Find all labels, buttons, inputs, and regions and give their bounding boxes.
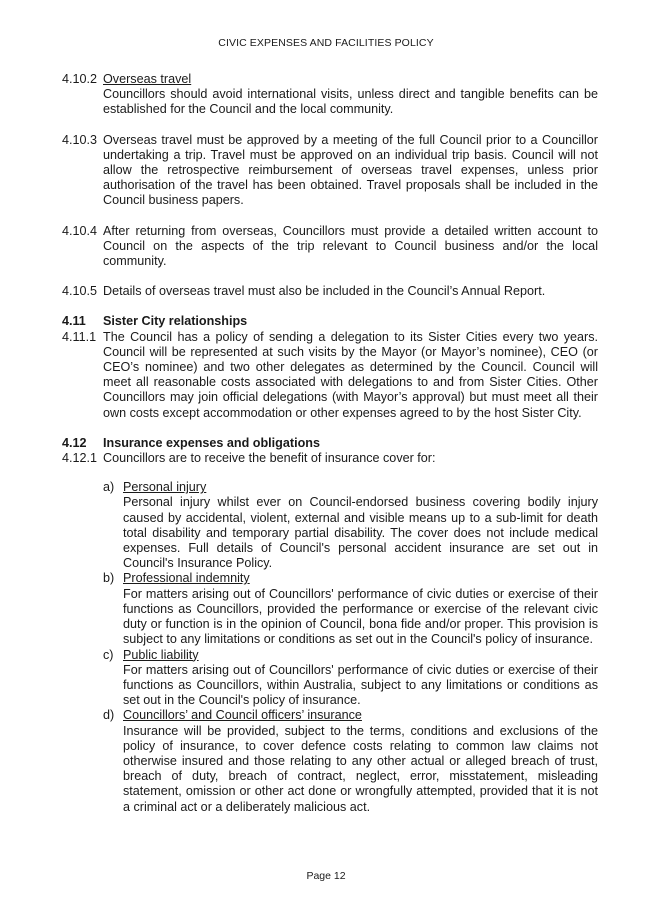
- section-heading-4-11: [62, 314, 598, 329]
- clause-number: 4.10.4: [62, 223, 98, 238]
- item-title: Councillors’ and Council officers’ insurance: [123, 708, 362, 723]
- list-item: [103, 480, 598, 571]
- clause-text: Details of overseas travel must also be included in the Council’s Annual Report.: [103, 284, 546, 299]
- item-title: Personal injury: [123, 480, 207, 495]
- section-number: 4.11: [62, 314, 86, 329]
- clause-text: After returning from overseas, Councillors must provide a detailed written account to Council on the aspects of the trip relevant to Council business and/or the local community.: [103, 223, 598, 269]
- clause-4-10-5: [62, 284, 598, 299]
- clause-text: Councillors should avoid international visits, unless direct and tangible benefits can be established for the Council and the local community.: [103, 87, 598, 117]
- item-label: d): [103, 708, 115, 723]
- section-number: 4.12: [62, 435, 87, 450]
- item-label: b): [103, 571, 115, 586]
- clause-number: 4.11.1: [62, 329, 97, 344]
- section-title: Insurance expenses and obligations: [103, 435, 320, 450]
- section-title: Sister City relationships: [103, 314, 248, 329]
- item-label: a): [103, 480, 115, 495]
- page-number: Page 12: [306, 870, 346, 882]
- clause-4-11-1: [62, 330, 598, 421]
- clause-4-10-3: [62, 133, 598, 209]
- item-title: Public liability: [123, 647, 199, 662]
- clause-title: Overseas travel: [103, 72, 192, 86]
- list-item: [103, 571, 598, 647]
- section-heading-4-12: [62, 436, 598, 451]
- document-body: [62, 72, 598, 815]
- list-item: [103, 648, 598, 709]
- item-label: c): [103, 647, 114, 662]
- clause-4-12-1: [62, 451, 598, 466]
- item-title: Professional indemnity: [123, 571, 250, 586]
- item-text: For matters arising out of Councillors' performance of civic duties or exercise of their functions as Councillors, within Australia, subject to any limitations or conditions as set out in the Council's policy of insurance.: [123, 662, 598, 708]
- insurance-list: [62, 480, 598, 814]
- item-text: For matters arising out of Councillors' performance of civic duties or exercise of their functions as Councillors, provided the performance or exercise of the relevant civic duty or function is in the opinion of Council, bona fide and/or proper. This provision is subject to any limitations or conditions as set out in the Council's policy of insurance.: [123, 586, 598, 647]
- clause-number: 4.10.3: [62, 132, 98, 147]
- list-item: [103, 708, 598, 814]
- clause-text: The Council has a policy of sending a delegation to its Sister Cities every two years. Council will be represented at such visits by the Mayor (or Mayor’s nominee), CEO (or CEO’s nominee) and two other delegates as determined by the Council. Council will meet all reasonable costs associated with delegations to and from Sister Cities. Other Councillors may join official delegations (with Mayor’s approval) but must meet all their own costs except accommodation or other expenses agreed to by the host Sister City.: [103, 329, 598, 420]
- clause-text: Councillors are to receive the benefit of insurance cover for:: [103, 451, 436, 466]
- clause-4-10-4: [62, 224, 598, 270]
- clause-number: 4.10.2: [62, 72, 98, 86]
- clause-number: 4.10.5: [62, 284, 98, 299]
- clause-number: 4.12.1: [62, 451, 98, 466]
- clause-text: Overseas travel must be approved by a meeting of the full Council prior to a Councillor undertaking a trip. Travel must be approved on an individual trip basis. Council will not allow the retrospective reimbursement of overseas travel expenses, unless prior authorisation of the travel has been obtained. Travel proposals shall be included in the Council business papers.: [103, 132, 598, 208]
- item-text: Insurance will be provided, subject to the terms, conditions and exclusions of the policy of insurance, to cover defence costs relating to common law claims not otherwise insured and those relating to any other actual or alleged breach of trust, breach of duty, breach of contract, neglect, error, misstatement, misleading statement, omission or other act done or wrongfully attempted, provided that it is not a criminal act or a deliberately malicious act.: [123, 723, 598, 814]
- page-header: CIVIC EXPENSES AND FACILITIES POLICY: [218, 37, 434, 49]
- item-text: Personal injury whilst ever on Council-endorsed business covering bodily injury caused by accidental, violent, external and visible means up to a sub-limit for death total disability and temporary partial disability. The cover does not include medical expenses. Full details of Council's personal accident insurance are set out in Council's Insurance Policy.: [123, 495, 598, 571]
- clause-4-10-2: [62, 72, 598, 118]
